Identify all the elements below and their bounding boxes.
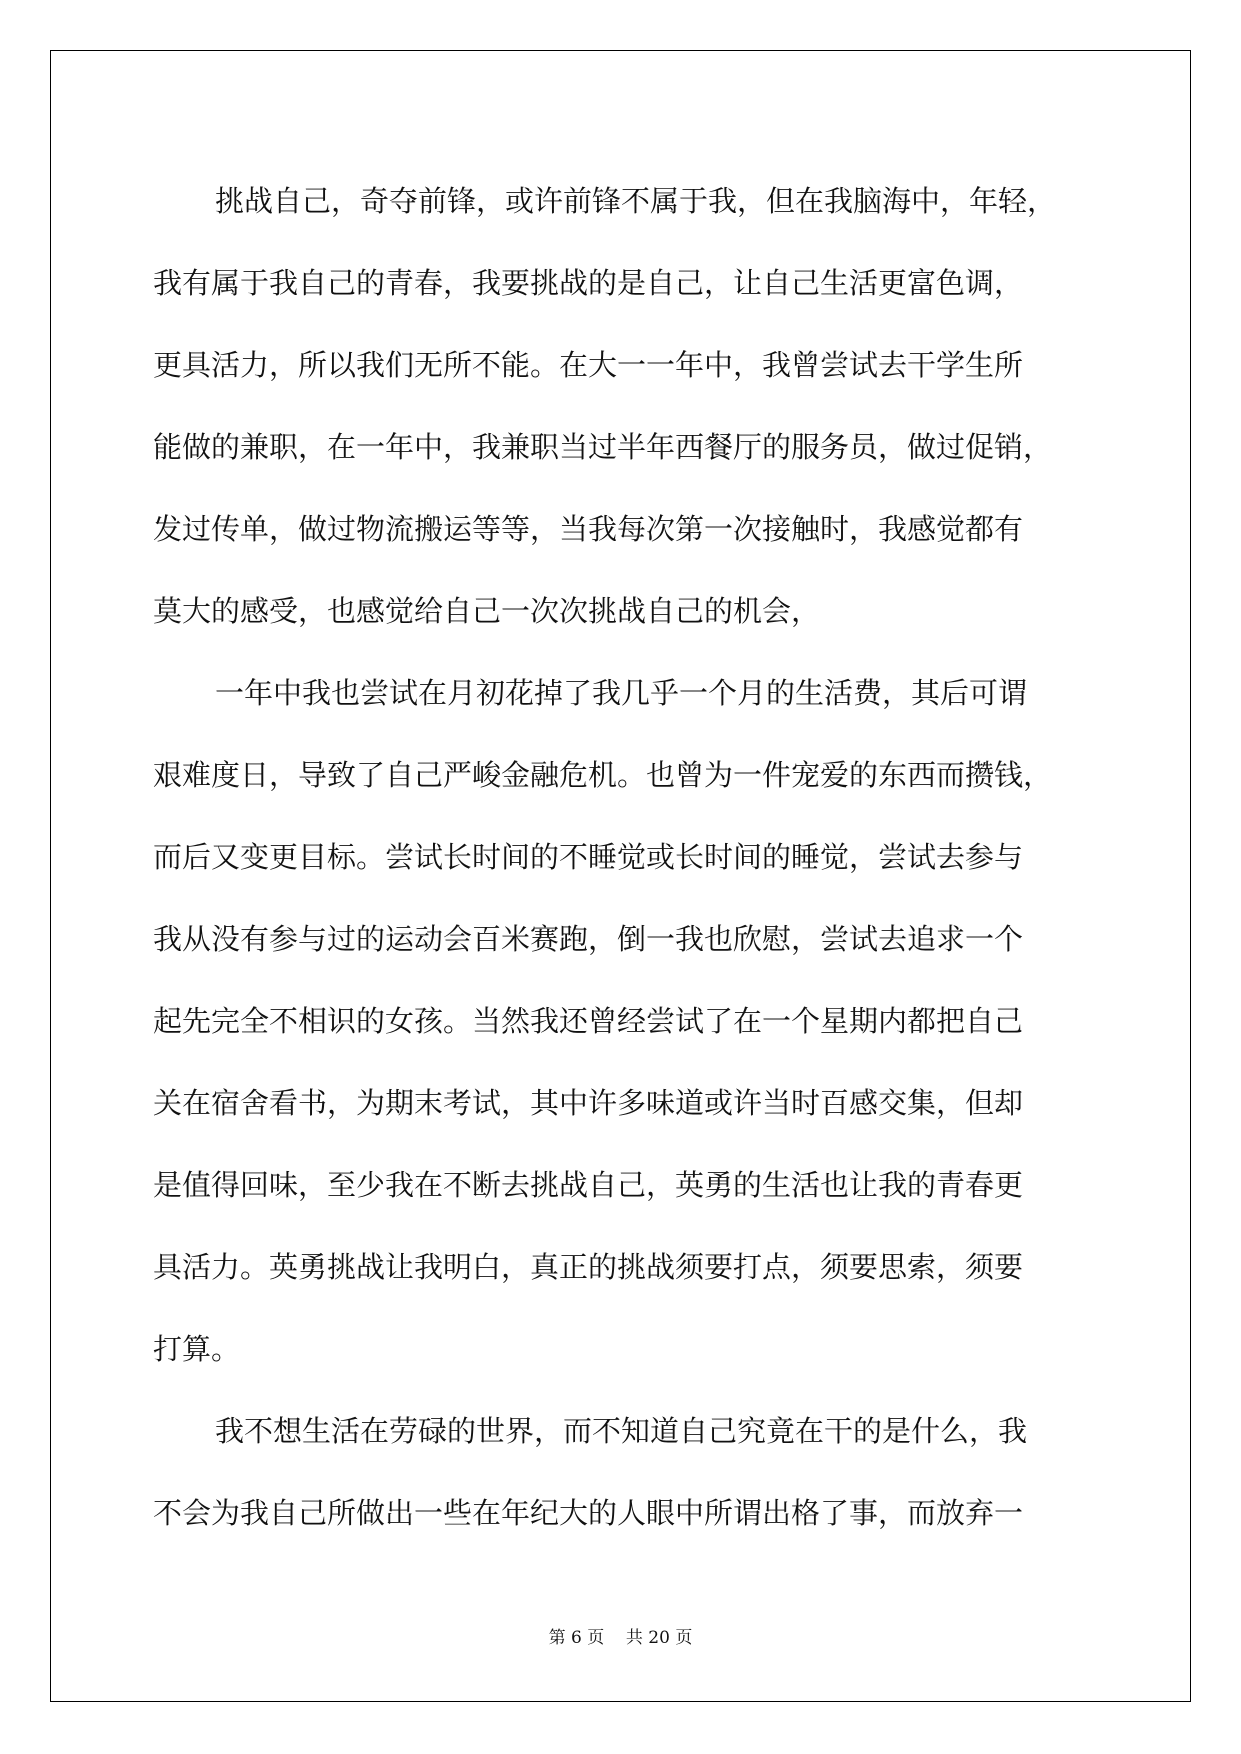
text-line: 而后又变更目标。尝试长时间的不睡觉或长时间的睡觉，尝试去参与 [153, 840, 1024, 874]
page-number-label: 第 6 页 共 20 页 [548, 1628, 693, 1648]
text-line: 一年中我也尝试在月初花掉了我几乎一个月的生活费，其后可谓 [215, 676, 1028, 710]
paragraph-2 [153, 652, 1093, 1390]
text-line: 艰难度日，导致了自己严峻金融危机。也曾为一件宠爱的东西而攒钱， [153, 758, 1053, 792]
text-line: 更具活力，所以我们无所不能。在大一一年中，我曾尝试去干学生所 [153, 348, 1024, 382]
text-line: 我从没有参与过的运动会百米赛跑，倒一我也欣慰，尝试去追求一个 [153, 922, 1024, 956]
text-line: 发过传单，做过物流搬运等等，当我每次第一次接触时，我感觉都有 [153, 512, 1024, 546]
text-line: 挑战自己，奇夺前锋，或许前锋不属于我，但在我脑海中，年轻， [215, 184, 1057, 218]
text-line: 关在宿舍看书，为期末考试，其中许多味道或许当时百感交集，但却 [153, 1086, 1024, 1120]
text-line: 打算。 [153, 1332, 241, 1366]
text-line: 是值得回味，至少我在不断去挑战自己，英勇的生活也让我的青春更 [153, 1168, 1024, 1202]
text-line: 不会为我自己所做出一些在年纪大的人眼中所谓出格了事，而放弃一 [153, 1496, 1024, 1530]
paragraph-3 [153, 1390, 1093, 1554]
document-body [153, 160, 1093, 1554]
text-line: 我不想生活在劳碌的世界，而不知道自己究竟在干的是什么，我 [215, 1414, 1028, 1448]
text-line: 莫大的感受，也感觉给自己一次次挑战自己的机会， [153, 594, 821, 628]
text-line: 能做的兼职，在一年中，我兼职当过半年西餐厅的服务员，做过促销， [153, 430, 1053, 464]
text-line: 我有属于我自己的青春，我要挑战的是自己，让自己生活更富色调， [153, 266, 1024, 300]
text-line: 具活力。英勇挑战让我明白，真正的挑战须要打点，须要思索，须要 [153, 1250, 1024, 1284]
page-footer [0, 1623, 1241, 1648]
paragraph-1 [153, 160, 1093, 652]
text-line: 起先完全不相识的女孩。当然我还曾经尝试了在一个星期内都把自己 [153, 1004, 1024, 1038]
